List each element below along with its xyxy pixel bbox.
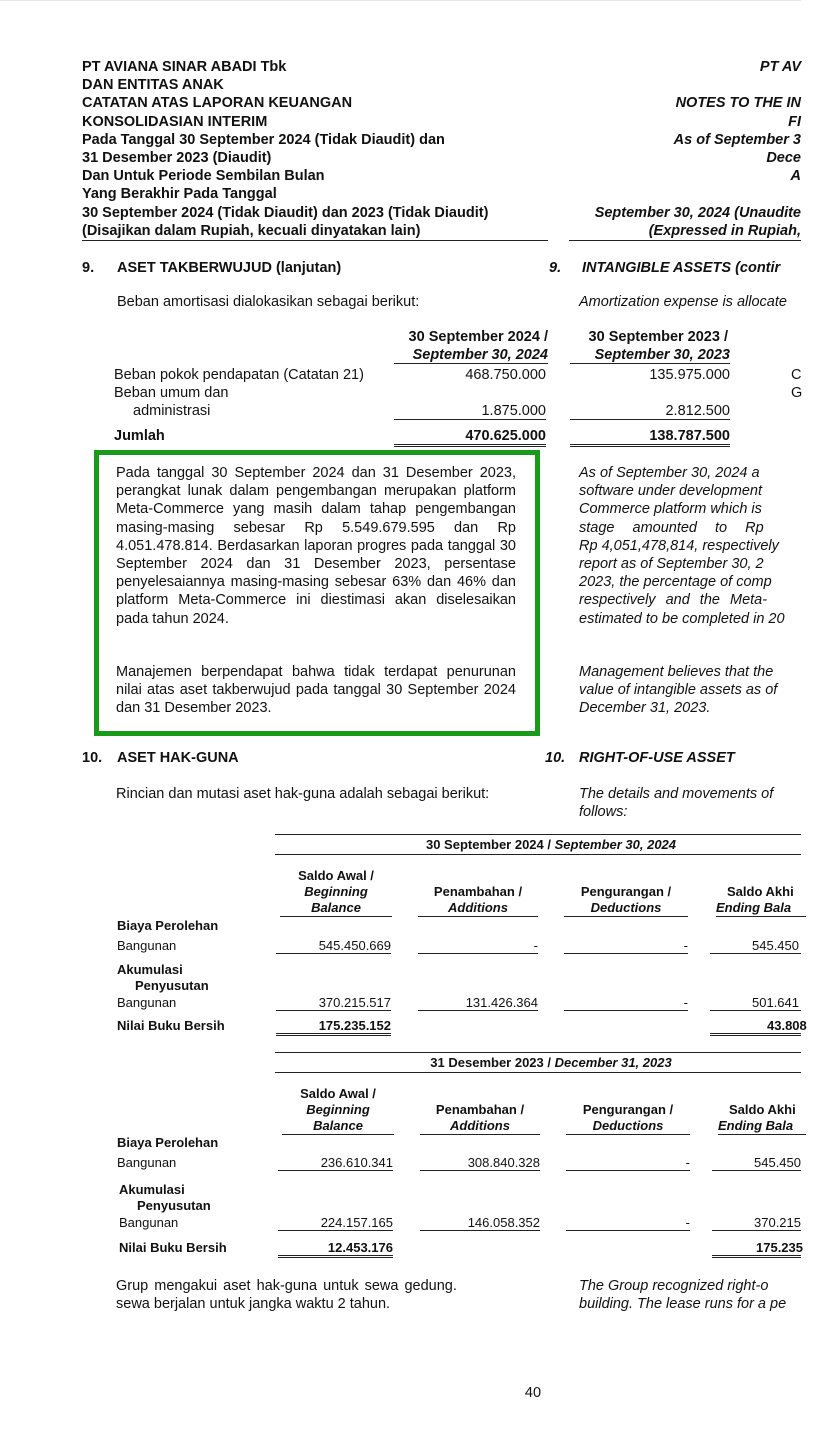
table2-period-id: 31 Desember 2023 / — [430, 1055, 555, 1070]
amort-total-label: Jumlah — [114, 428, 165, 444]
para1-right-line-6: report as of September 30, 2 — [579, 556, 764, 573]
table2-col3-header — [566, 1102, 690, 1135]
section9-paragraph2-left: Manajemen berpendapat bahwa tidak terdapat penurunan nilai atas aset takberwujud pada tanggal 30 September 2024 dan 31 Desember 2023. — [116, 664, 516, 717]
section10-closing-left — [116, 1277, 457, 1313]
table1-b2-v1: 370.215.517 — [276, 995, 391, 1011]
table1-col2-header — [418, 884, 538, 917]
top-edge — [0, 0, 801, 1]
table2-col1-header-b: Beginning — [306, 1102, 370, 1117]
para1-right-line-1: As of September 30, 2024 a — [579, 465, 760, 481]
para1-right-line-5: Rp 4,051,478,814, respectively — [579, 537, 779, 554]
header-right — [561, 58, 801, 240]
section9-paragraph1-right — [579, 464, 785, 628]
amort-row1-right-label: C — [791, 367, 802, 383]
section9-intro-left: Beban amortisasi dialokasikan sebagai berikut: — [117, 294, 420, 310]
amort-row1-value1: 468.750.000 — [465, 367, 546, 383]
section9-number-left: 9. — [82, 260, 95, 276]
table2-col4-header-a: Saldo Akhi — [729, 1102, 796, 1117]
section9-intro-right: Amortization expense is allocate — [579, 294, 787, 310]
amort-row2-label-a: Beban umum dan — [114, 385, 229, 401]
table1-col4-header-b: Ending Bala — [716, 900, 806, 917]
header-right-line-1: PT AV — [759, 59, 801, 75]
table2-top-rule — [275, 1052, 801, 1053]
table2-bangunan2-label: Bangunan — [119, 1215, 179, 1230]
table2-period-rule — [275, 1072, 801, 1073]
header-left-line-3: CATATAN ATAS LAPORAN KEUANGAN — [82, 95, 353, 112]
table2-akum-label-a: Akumulasi — [119, 1182, 185, 1197]
table2-col2-header-b: Additions — [420, 1118, 540, 1135]
header-left-line-2: DAN ENTITAS ANAK — [82, 77, 224, 94]
table2-col4-header-b: Ending Bala — [718, 1118, 806, 1135]
para2-right-line-2: value of intangible assets as of — [579, 682, 778, 699]
table1-biaya-label: Biaya Perolehan — [117, 918, 219, 933]
table1-col4-header — [716, 884, 806, 917]
table2-col4-header — [718, 1102, 806, 1135]
table2-col2-header-a: Penambahan / — [435, 1102, 525, 1117]
table1-col3-header-b: Deductions — [564, 900, 688, 917]
amort-col2-header-top: 30 September 2023 / — [588, 329, 728, 345]
section10-title-right: RIGHT-OF-USE ASSET — [579, 750, 735, 766]
section9-title-left: ASET TAKBERWUJUD (lanjutan) — [117, 260, 342, 276]
amort-row2-right-label: G — [791, 385, 803, 401]
section10-number-left: 10. — [82, 750, 103, 766]
table1-col3-header-a: Pengurangan / — [580, 884, 672, 899]
table2-bangunan1-label: Bangunan — [117, 1155, 177, 1170]
table1-nbb-label: Nilai Buku Bersih — [117, 1018, 225, 1033]
table2-b1-v4-text: 545.450 — [754, 1155, 801, 1170]
section10-intro-right — [579, 785, 773, 821]
section10-intro-right-line-1: The details and movements of — [579, 786, 774, 802]
section9-title-right: INTANGIBLE ASSETS (contir — [582, 260, 781, 276]
table2-col2-header — [420, 1102, 540, 1135]
table1-nbb-v4 — [710, 1018, 807, 1036]
table1-col2-header-b: Additions — [418, 900, 538, 917]
header-right-line-4: FI — [788, 113, 801, 130]
table1-b1-v3: - — [564, 938, 688, 954]
amort-row1-label: Beban pokok pendapatan (Catatan 21) — [114, 367, 364, 383]
header-left-line-10: (Disajikan dalam Rupiah, kecuali dinyatakan lain) — [82, 222, 421, 239]
table2-b1-v3: - — [566, 1155, 690, 1171]
section10-title-left: ASET HAK-GUNA — [117, 750, 239, 766]
para1-right-line-7: 2023, the percentage of comp — [579, 574, 772, 591]
table1-col2-header-a: Penambahan / — [433, 884, 523, 899]
table1-col4-header-a: Saldo Akhi — [727, 884, 794, 899]
table2-b1-v2: 308.840.328 — [420, 1155, 540, 1171]
table1-period-header — [275, 837, 827, 852]
table1-col3-header — [564, 884, 688, 917]
header-right-line-7: A — [790, 168, 801, 185]
header-left-line-7: Dan Untuk Periode Sembilan Bulan — [82, 168, 325, 185]
table1-bangunan1-label: Bangunan — [117, 938, 177, 953]
header-right-line-5: As of September 3 — [673, 131, 801, 148]
table1-b1-v1: 545.450.669 — [276, 938, 391, 954]
table1-period-en: September 30, 2024 — [554, 837, 677, 852]
table1-akum-label-a: Akumulasi — [117, 962, 183, 977]
table1-nbb-v1: 175.235.152 — [276, 1018, 391, 1036]
table1-col1-header-b: Beginning — [304, 884, 368, 899]
table2-period-en: December 31, 2023 — [554, 1055, 672, 1070]
table2-b2-v4-text: 370.215 — [754, 1215, 801, 1230]
table1-b1-v4-text: 545.450 — [752, 938, 799, 953]
amort-row2-label-b: administrasi — [133, 403, 211, 419]
header-left-line-5: Pada Tanggal 30 September 2024 (Tidak Diaudit) dan — [82, 131, 445, 148]
header-right-line-10: (Expressed in Rupiah, — [648, 222, 801, 239]
closing-right-line-2: building. The lease runs for a pe — [579, 1296, 787, 1313]
header-left-line-8: Yang Berakhir Pada Tanggal — [82, 186, 277, 203]
section9-paragraph2-right — [579, 663, 777, 718]
table1-period-rule — [275, 854, 801, 855]
table2-nbb-v1: 12.453.176 — [278, 1240, 393, 1258]
table1-col1-header — [280, 868, 392, 917]
closing-left-line-1: Grup mengakui aset hak-guna untuk sewa gedung. — [116, 1278, 457, 1294]
page-number: 40 — [524, 1385, 542, 1401]
para2-right-line-3: December 31, 2023. — [579, 700, 711, 717]
table1-nbb-v4-text: 43.808 — [767, 1018, 807, 1033]
section10-closing-right — [579, 1277, 786, 1313]
table2-col3-header-b: Deductions — [566, 1118, 690, 1135]
amort-col2-header-bottom: September 30, 2023 — [570, 347, 730, 364]
para2-right-line-1: Management believes that the — [579, 664, 774, 680]
table1-col1-header-a: Saldo Awal / — [298, 868, 374, 883]
section10-number-right: 10. — [545, 750, 566, 766]
amort-row1-value2: 135.975.000 — [649, 367, 730, 383]
header-right-line-2 — [561, 76, 801, 94]
amort-col1-header-top: 30 September 2024 / — [408, 329, 548, 345]
table1-b2-v3: - — [564, 995, 688, 1011]
para1-right-line-4: stage amounted to Rp — [579, 519, 764, 536]
section9-number-right: 9. — [549, 260, 562, 276]
table1-b2-v4 — [710, 995, 801, 1011]
table2-b2-v3: - — [566, 1215, 690, 1231]
section9-paragraph1-left: Pada tanggal 30 September 2024 dan 31 Desember 2023, perangkat lunak dalam pengembangan merupakan platform Meta-Commerce yang masih dalam tahap pengembangan masing-masing sebesar Rp 5.549.679.595 dan Rp 4.051.478.814. Berdasarkan laporan progres pada tanggal 30 September 2024 dan 31 Desember 2023, persentase penyelesaiannya masing-masing sebesar 63% dan 46% dan platform Meta-Commerce ini diestimasi akan diselesaikan pada tahun 2024. — [116, 465, 516, 627]
table2-biaya-label: Biaya Perolehan — [117, 1135, 219, 1150]
table1-b1-v4 — [710, 938, 801, 954]
table2-b1-v1: 236.610.341 — [278, 1155, 393, 1171]
section10-intro-right-line-2: follows: — [579, 804, 628, 821]
table1-top-rule — [275, 834, 801, 835]
table2-b1-v4 — [712, 1155, 801, 1171]
amort-row2-value1: 1.875.000 — [394, 403, 546, 420]
header-right-rule — [569, 240, 801, 241]
table2-b2-v1: 224.157.165 — [278, 1215, 393, 1231]
header-left-line-6: 31 Desember 2023 (Diaudit) — [82, 150, 272, 167]
amort-total-value1: 470.625.000 — [394, 428, 546, 447]
table2-akum-label-b: Penyusutan — [137, 1198, 211, 1213]
table2-col3-header-a: Pengurangan / — [582, 1102, 674, 1117]
para1-right-line-3: Commerce platform which is — [579, 501, 762, 518]
amort-col1-header-bottom: September 30, 2024 — [394, 347, 548, 364]
section10-intro-left: Rincian dan mutasi aset hak-guna adalah sebagai berikut: — [116, 786, 490, 802]
table1-b1-v2: - — [418, 938, 538, 954]
header-right-line-9: September 30, 2024 (Unaudite — [594, 204, 801, 221]
header-left-line-1: PT AVIANA SINAR ABADI Tbk — [82, 59, 287, 75]
closing-right-line-1: The Group recognized right-o — [579, 1278, 769, 1294]
table2-b2-v2: 146.058.352 — [420, 1215, 540, 1231]
header-left-line-9: 30 September 2024 (Tidak Diaudit) dan 2023 (Tidak Diaudit) — [82, 204, 489, 221]
table1-bangunan2-label: Bangunan — [117, 995, 177, 1010]
table2-col1-header-a: Saldo Awal / — [300, 1086, 376, 1101]
table2-nbb-v4 — [712, 1240, 801, 1258]
para1-right-line-2: software under development — [579, 483, 762, 500]
header-left-line-4: KONSOLIDASIAN INTERIM — [82, 113, 268, 130]
header-right-line-8 — [561, 185, 801, 203]
table1-akum-label-b: Penyusutan — [135, 978, 209, 993]
table2-b2-v4 — [712, 1215, 801, 1231]
header-right-line-3: NOTES TO THE IN — [675, 95, 801, 112]
header-right-line-6: Dece — [766, 150, 801, 166]
table1-b2-v2: 131.426.364 — [418, 995, 538, 1011]
table2-nbb-label: Nilai Buku Bersih — [119, 1240, 227, 1255]
amort-total-value2: 138.787.500 — [570, 428, 730, 447]
amort-row2-value2: 2.812.500 — [570, 403, 730, 420]
header-left-rule — [82, 240, 548, 241]
table2-col1-header — [282, 1086, 394, 1135]
header-left — [82, 58, 488, 240]
table2-nbb-v4-text: 175.235 — [756, 1240, 803, 1255]
table1-col1-header-c: Balance — [280, 900, 392, 917]
para1-right-line-9: estimated to be completed in 20 — [579, 610, 785, 627]
table1-b2-v4-text: 501.641 — [752, 995, 799, 1010]
closing-left-line-2: sewa berjalan untuk jangka waktu 2 tahun. — [116, 1296, 391, 1313]
para1-right-line-8: respectively and the Meta- — [579, 592, 768, 609]
table2-period-header — [275, 1055, 827, 1070]
table2-col1-header-c: Balance — [282, 1118, 394, 1135]
table1-period-id: 30 September 2024 / — [425, 837, 555, 852]
